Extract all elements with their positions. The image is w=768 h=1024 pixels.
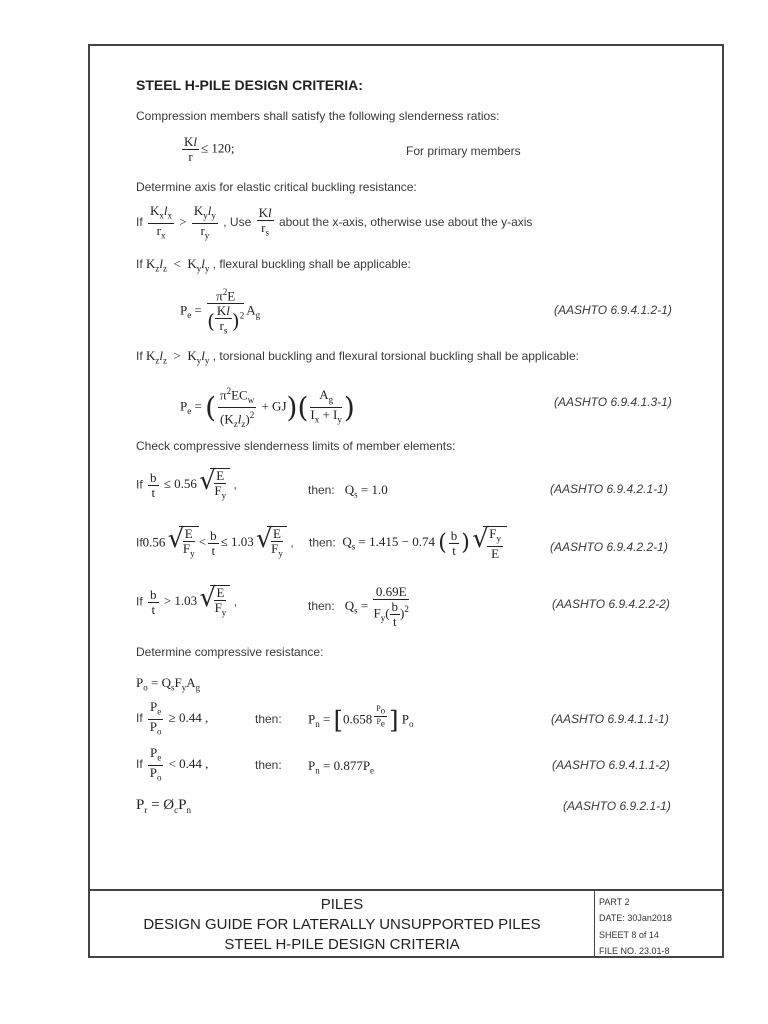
condition-limit-3: If $\frac{b}{t}$ > 1.03 √ $\frac{E}{F_y}$ , [136,585,237,620]
reference-aashto-6-9-4-1-1-1: (AASHTO 6.9.4.1.1-1) [551,712,669,726]
condition-limit-1: If $\frac{b}{t}$ ≤ 0.56 √ $\frac{E}{F_y}$ , [136,468,237,503]
then-resistance-2: then: [255,758,282,772]
footer-title-design-guide: DESIGN GUIDE FOR LATERALLY UNSUPPORTED PILES [143,916,541,933]
reference-aashto-6-9-4-1-3-1: (AASHTO 6.9.4.1.3-1) [554,395,672,409]
text-limits-intro: Check compressive slenderness limits of member elements: [136,439,456,453]
equation-po: $P_o = Q_sF_yA_g$ [136,675,201,693]
reference-aashto-6-9-4-1-1-2: (AASHTO 6.9.4.1.1-2) [552,758,670,772]
text-resistance-intro: Determine compressive resistance: [136,645,324,659]
condition-resistance-1: If $\frac{P_e}{P_o}$ ≥ 0.44 , [136,699,209,737]
equation-pn-elastic: $P_n = 0.877P_e$ [308,758,375,776]
footer-title-piles: PILES [320,896,364,913]
footer-title-criteria: STEEL H-PILE DESIGN CRITERIA [224,936,460,953]
footer-sheet: SHEET 8 of 14 [599,930,659,940]
footer-divider [88,889,724,891]
equation-slenderness: $\frac{Kl}{r}$ ≤ 120; [184,134,235,164]
note-primary-members: For primary members [406,144,521,158]
text-axis-intro: Determine axis for elastic critical buckling resistance: [136,180,417,194]
condition-resistance-2: If $\frac{P_e}{P_o}$ < 0.44 , [136,745,209,783]
section-heading: STEEL H-PILE DESIGN CRITERIA: [136,77,363,93]
text-slenderness-intro: Compression members shall satisfy the following slenderness ratios: [136,109,500,123]
condition-torsional: If $K_zl_z > K_yl_y$ , torsional buckling and flexural torsional buckling shall be applicable: [136,348,579,366]
condition-limit-2: If0.56 √ $\frac{E}{F_y}$ < $\frac{b}{t}$ ≤ 1.03 √ $\frac{E}{F_y}$ , [136,526,294,561]
equation-pe-flexural: $P_e$ = $\pi^2E$ ( $\frac{Kl}{r_s}$ )$^2$ $A_g$ [180,287,261,336]
result-limit-2: then: $Q_s = 1.415 - 0.74$ ( $\frac{b}{t}$ ) √ $\frac{F_y}{E}$ [309,526,507,561]
equation-pr: $P_r$ = $Ø_cP_n$ [136,797,191,815]
footer-date: DATE: 30Jan2018 [599,913,672,923]
equation-pn-inelastic: $P_n = [0.658$ $^{\frac{P_o}{P_e}}$ ] $P_o$ [308,704,414,735]
reference-aashto-6-9-4-2-2-1: (AASHTO 6.9.4.2.2-1) [550,540,668,554]
result-limit-3: then: $Q_s$ = 0.69E $F_y$( $\frac{b}{t}$ )$^2$ [308,584,409,629]
reference-aashto-6-9-4-1-2-1: (AASHTO 6.9.4.1.2-1) [554,303,672,317]
footer-column-divider [594,890,595,957]
result-limit-1: then: $Q_s = 1.0$ [308,482,388,500]
reference-aashto-6-9-2-1-1: (AASHTO 6.9.2.1-1) [563,799,671,813]
footer-part: PART 2 [599,897,630,907]
condition-flexural: If $K_zl_z < K_yl_y$ , flexural buckling shall be applicable: [136,256,411,274]
footer-file-no: FILE NO. 23.01-8 [599,946,670,956]
reference-aashto-6-9-4-2-1-1: (AASHTO 6.9.4.2.1-1) [550,482,668,496]
equation-pe-torsional: $P_e$ = ( $\frac{\pi^2EC_w}{(K_zl_z)^2}$ + GJ)( $\frac{A_g}{I_x + I_y}$ ) [180,386,355,429]
equation-axis-selection: If $\frac{K_xl_x}{r_x}$ > $\frac{K_yl_y}{r_y}$ , Use $\frac{Kl}{r_s}$ about the x-axis, otherwise use about the y-axis [136,203,533,241]
then-resistance-1: then: [255,712,282,726]
reference-aashto-6-9-4-2-2-2: (AASHTO 6.9.4.2.2-2) [552,597,670,611]
